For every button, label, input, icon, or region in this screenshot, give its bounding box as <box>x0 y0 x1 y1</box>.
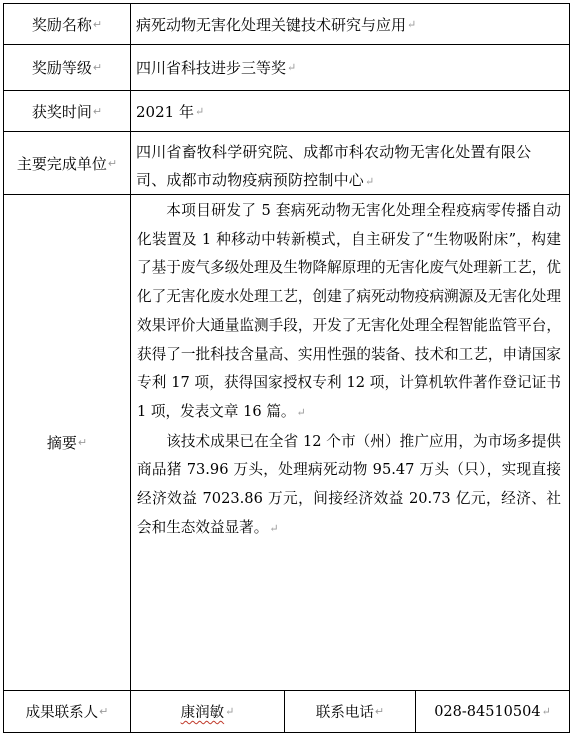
award-name-value: 病死动物无害化处理关键技术研究与应用 ↵ <box>136 15 417 34</box>
abstract-paragraph-1: 本项目研发了 5 套病死动物无害化处理全程疫病零传播自动化装置及 1 种移动中转新模式，自主研发了“生物吸附床”，构建了基于废气多级处理及生物降解原理的无害化废气处理新工艺，优化了无害化废水处理工艺，创建了病死动物疫病溯源及无害化处理效果评价大通量监测手段，开发了无害化处理全程智能监管平台，获得了一批科技含量高、实用性强的装备、技术和工艺，申请国家专利 17 项，获得国家授权专利 12 项，计算机软件著作登记证书 1 项，发表文章 16 篇。↵ <box>137 202 561 420</box>
completion-units-label: 主要完成单位 ↵ <box>4 132 131 194</box>
row-award-level <box>4 45 569 91</box>
row-contact <box>4 691 569 732</box>
award-name-label: 奖励名称 ↵ <box>4 4 131 44</box>
row-abstract <box>4 195 569 691</box>
completion-units-value <box>131 132 569 194</box>
row-award-time <box>4 91 569 132</box>
abstract-paragraph-2: 该技术成果已在全省 12 个市（州）推广应用，为市场多提供商品猪 73.96 万头，处理病死动物 95.47 万头（只），实现直接经济效益 7023.86 万元，间接经济效益 20.73 亿元，经济、社会和生态效益显著。↵ <box>137 432 561 536</box>
award-level-label: 奖励等级 ↵ <box>4 45 131 90</box>
contact-phone-label: 联系电话 ↵ <box>285 691 416 732</box>
contact-person-value: 康润敏 ↵ <box>131 691 285 732</box>
abstract-text <box>131 195 569 690</box>
abstract-label: 摘要 ↵ <box>4 195 131 690</box>
completion-units-line1: 四川省畜牧科学研究院、成都市科农动物无害化处置有限公 <box>136 143 532 161</box>
contact-phone-value: 028-84510504 ↵ <box>434 703 551 720</box>
completion-units-line2: 司、成都市动物疫病预防控制中心↵ <box>136 171 375 189</box>
award-info-table <box>3 3 570 733</box>
award-time-label: 获奖时间 ↵ <box>4 91 131 131</box>
row-award-name <box>4 4 569 45</box>
award-time-value: 2021 年 ↵ <box>136 102 205 121</box>
row-completion-units <box>4 132 569 195</box>
contact-person-label: 成果联系人 ↵ <box>4 691 131 732</box>
award-level-value: 四川省科技进步三等奖 ↵ <box>136 59 297 77</box>
